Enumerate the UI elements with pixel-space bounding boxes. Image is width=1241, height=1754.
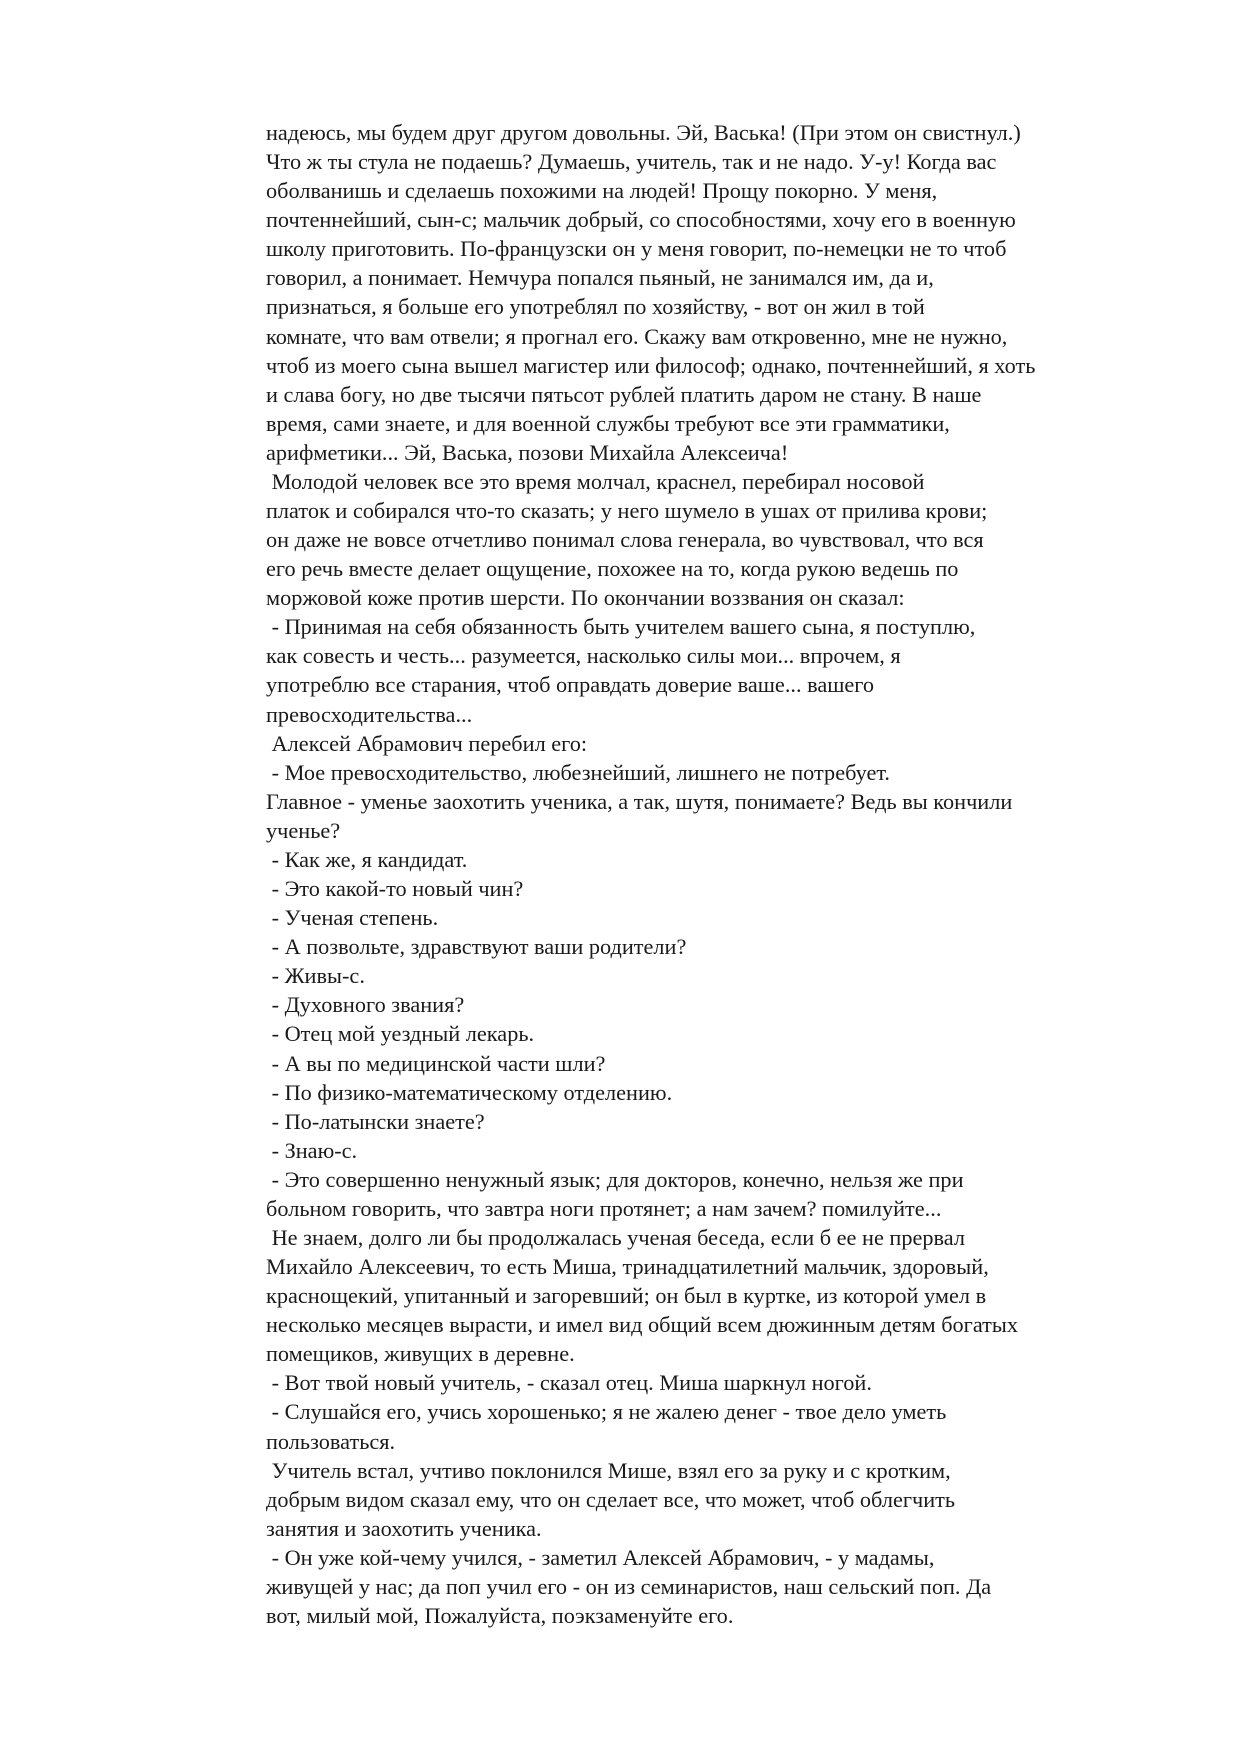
text-line: - Ученая степень. [266,905,439,931]
text-line: признаться, я больше его употреблял по хозяйству, - вот он жил в той [266,294,925,320]
text-line: больном говорить, что завтра ноги протянет; а нам зачем? помилуйте... [266,1195,942,1221]
text-line: Главное - уменье заохотить ученика, а так, шутя, понимаете? Ведь вы кончили [266,788,1013,814]
text-line: - Вот твой новый учитель, - сказал отец. Миша шаркнул ногой. [266,1370,872,1396]
text-line: его речь вместе делает ощущение, похожее на то, когда рукою ведешь по [266,556,959,582]
text-line: надеюсь, мы будем друг другом довольны. Эй, Васька! (При этом он свистнул.) [266,120,1021,145]
text-line: употреблю все старания, чтоб оправдать доверие ваше... вашего [266,672,875,698]
text-line: говорил, а понимает. Немчура попался пьяный, не занимался им, да и, [266,265,934,291]
text-line: - Это совершенно ненужный язык; для докторов, конечно, нельзя же при [266,1166,964,1192]
text-line: Молодой человек все это время молчал, краснел, перебирал носовой [266,468,925,494]
text-line: - Он уже кой-чему учился, - заметил Алексей Абрамович, - у мадамы, [266,1544,935,1570]
text-line: время, сами знаете, и для военной службы требуют все эти грамматики, [266,410,950,436]
text-line: - По физико-математическому отделению. [266,1079,673,1105]
text-line: помещиков, живущих в деревне. [266,1341,575,1367]
text-line: Михайло Алексеевич, то есть Миша, тринадцатилетний мальчик, здоровый, [266,1254,989,1280]
text-line: Что ж ты стула не подаешь? Думаешь, учитель, так и не надо. У-у! Когда вас [266,149,997,175]
text-line: - Это какой-то новый чин? [266,876,524,902]
text-line: - Живы-с. [266,963,365,989]
text-line: занятия и заохотить ученика. [266,1515,542,1541]
text-line: добрым видом сказал ему, что он сделает все, что может, чтоб облегчить [266,1486,956,1512]
text-line: Не знаем, долго ли бы продолжалась ученая беседа, если б ее не прервал [266,1224,966,1250]
text-line: - Как же, я кандидат. [266,846,468,872]
text-line: - По-латынски знаете? [266,1108,485,1134]
text-line: школу приготовить. По-французски он у меня говорит, по-немецки не то чтоб [266,236,1007,262]
text-line: - А вы по медицинской части шли? [266,1050,606,1076]
text-line: - Духовного звания? [266,992,465,1018]
text-line: краснощекий, упитанный и загоревший; он был в куртке, из которой умел в [266,1283,987,1309]
text-line: пользоваться. [266,1428,396,1454]
text-line: арифметики... Эй, Васька, позови Михайла Алексеича! [266,439,789,465]
text-line: ученье? [266,817,341,843]
text-line: комнате, что вам отвели; я прогнал его. Скажу вам откровенно, мне не нужно, [266,323,1008,349]
text-line: - Отец мой уездный лекарь. [266,1021,535,1047]
text-line: и слава богу, но две тысячи пятьсот рублей платить даром не стану. В наше [266,381,982,407]
text-line: вот, милый мой, Пожалуйста, поэкзаменуйте его. [266,1602,734,1628]
text-line: живущей у нас; да поп учил его - он из семинаристов, наш сельский поп. Да [266,1573,992,1599]
text-line: Учитель встал, учтиво поклонился Мише, взял его за руку и с кротким, [266,1457,951,1483]
text-line: платок и собирался что-то сказать; у него шумело в ушах от прилива крови; [266,498,988,524]
text-line: моржовой коже против шерсти. По окончании воззвания он сказал: [266,585,905,611]
text-line: оболванишь и сделаешь похожими на людей! Прощу покорно. У меня, [266,178,938,204]
text-line: превосходительства... [266,701,473,727]
text-line: - Мое превосходительство, любезнейший, лишнего не потребует. [266,759,890,785]
text-line: как совесть и честь... разумеется, насколько силы мои... впрочем, я [266,643,901,669]
text-line: несколько месяцев вырасти, и имел вид общий всем дюжинным детям богатых [266,1312,1019,1338]
text-line: почтеннейший, сын-с; мальчик добрый, со способностями, хочу его в военную [266,207,1016,233]
text-line: - А позвольте, здравствуют ваши родители? [266,934,687,960]
document-text [266,118,1166,1630]
text-line: он даже не вовсе отчетливо понимал слова генерала, во чувствовал, что вся [266,527,984,553]
text-line: Алексей Абрамович перебил его: [266,730,588,756]
text-line: - Слушайся его, учись хорошенько; я не жалею денег - твое дело уметь [266,1399,947,1425]
text-line: - Знаю-с. [266,1137,358,1163]
text-line: - Принимая на себя обязанность быть учителем вашего сына, я поступлю, [266,614,976,640]
text-line: чтоб из моего сына вышел магистер или философ; однако, почтеннейший, я хоть [266,352,1036,378]
